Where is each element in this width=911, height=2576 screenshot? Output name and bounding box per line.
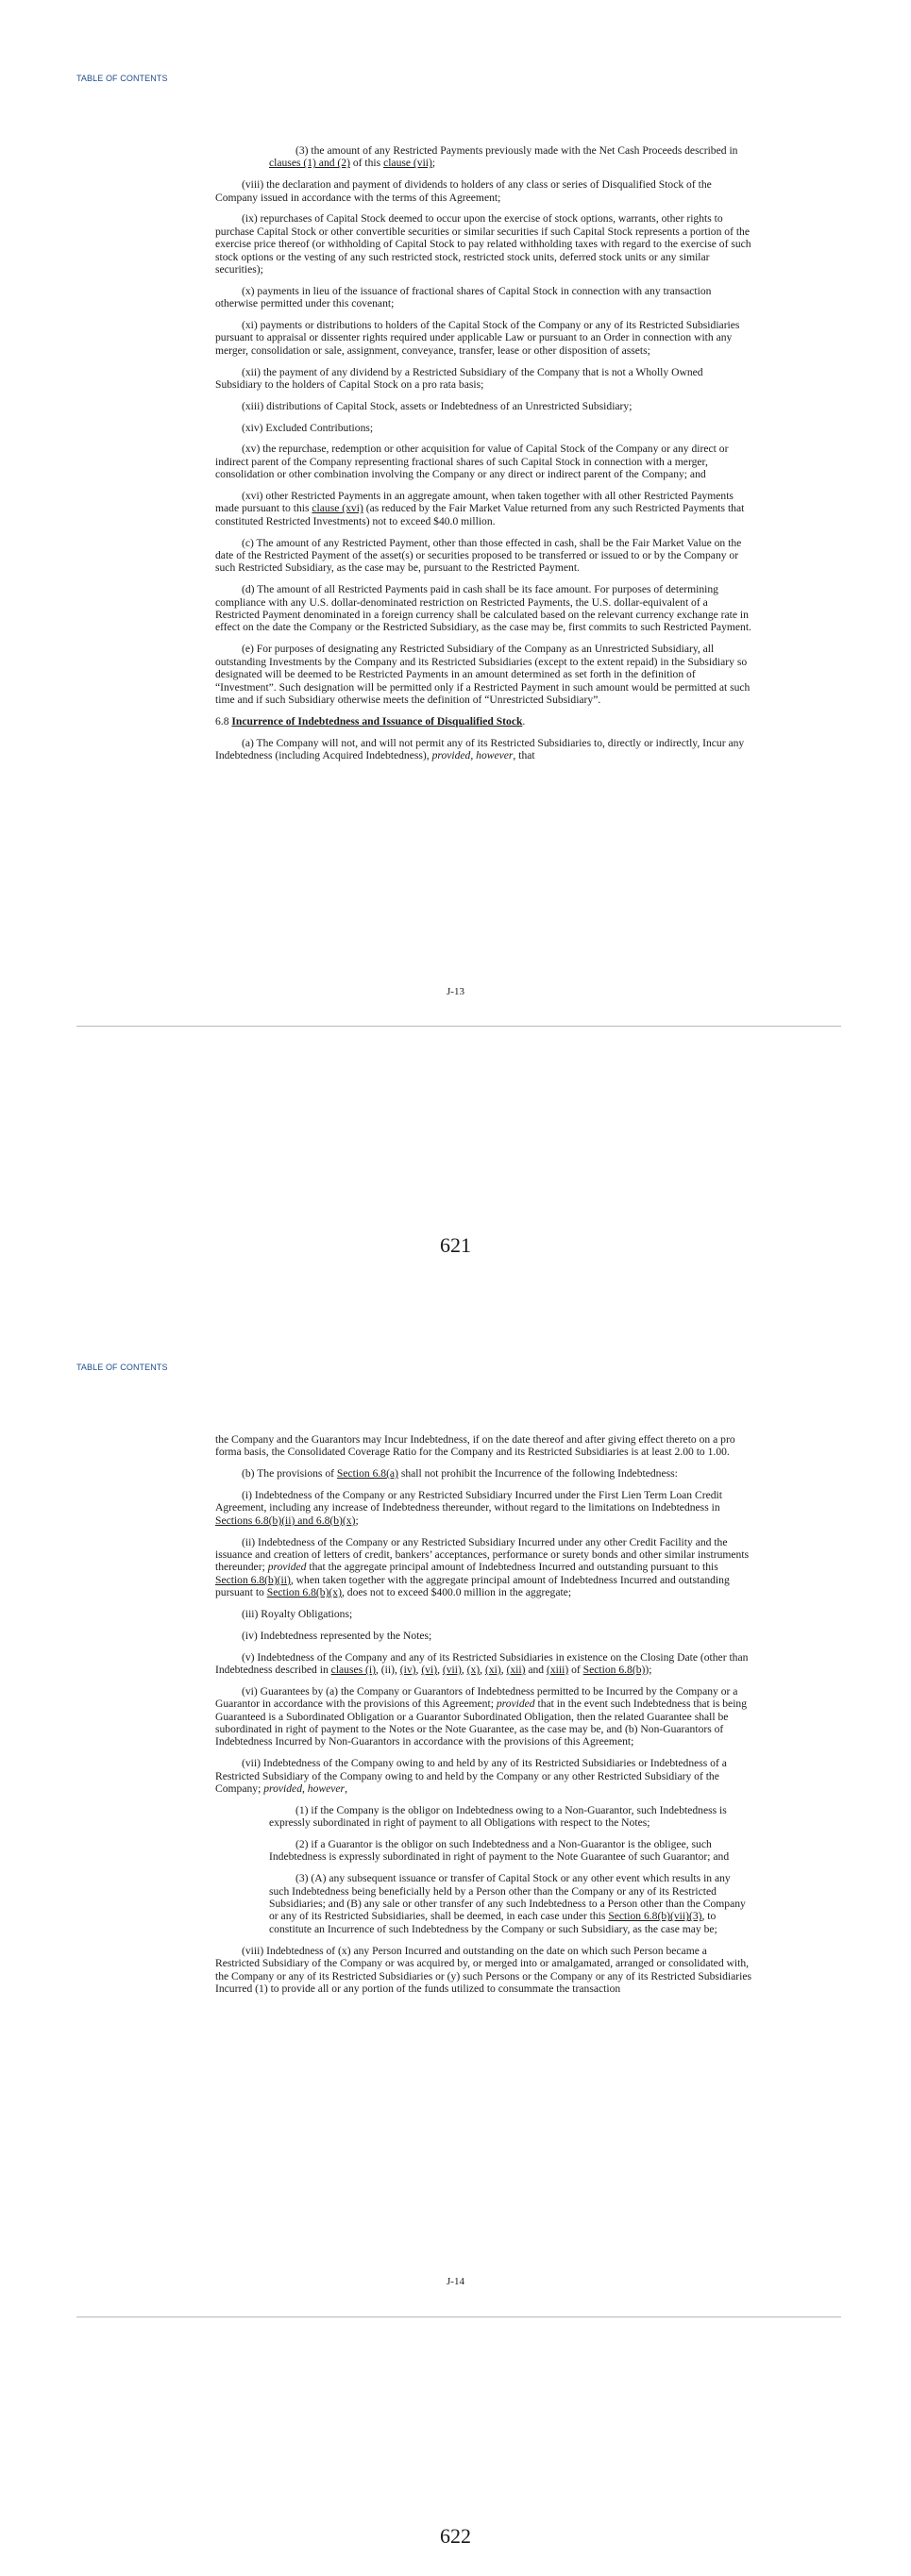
- text-run: (ii) Indebtedness of the Company or any Restricted Subsidiary Incurred under any other Credit Facility and the issuance and creation of letters of credit, bankers’ acceptances, performance or surety bonds and other similar instruments thereunder;: [215, 1535, 750, 1574]
- paragraph: [215, 1536, 751, 1599]
- paragraph: (xiv) Excluded Contributions;: [242, 421, 374, 434]
- cross-reference-link[interactable]: clause (xvi): [312, 502, 363, 515]
- text-run: provided: [496, 1698, 535, 1711]
- text-run: provided, however: [431, 748, 514, 761]
- section-heading: [215, 715, 751, 728]
- cross-reference-link[interactable]: clauses (i): [330, 1664, 376, 1677]
- paragraph: (viii) the declaration and payment of dividends to holders of any class or series of Disqualified Stock of the Company issued in accordance with the terms of this Agreement;: [215, 178, 712, 204]
- text-run: ,: [500, 1664, 507, 1677]
- paragraph: (xv) the repurchase, redemption or other acquisition for value of Capital Stock of the Company or any direct or indirect parent of the Company representing fractional shares of such Capital Stock in connection with a merger, consolidation or other combination involving the Company or any direct or indirect parent of the Company; and: [215, 443, 729, 481]
- pdf-page-number: 622: [440, 2524, 471, 2548]
- text-run: ;: [431, 157, 436, 170]
- text-run: .: [522, 714, 526, 728]
- text-run: (vii) Indebtedness of the Company owing to and held by any of its Restricted Subsidiaries or Indebtedness of a Restricted Subsidiary of the Company owing to and held by the Company or any other Restricted Subsidiary of the Company;: [215, 1757, 727, 1796]
- text-run: , to constitute an Incurrence of such Indebtedness by the Company or such Subsidiary, as the case may be;: [269, 1910, 717, 1935]
- paragraph: (2) if a Guarantor is the obligor on such Indebtedness and a Non-Guarantor is the obligee, such Indebtedness is expressly subordinated in right of payment to the Note Guarantee of such Guarantor; and: [269, 1838, 730, 1864]
- cross-reference-link[interactable]: (vii): [442, 1664, 462, 1677]
- text-run: , does not to exceed $400.0 million in the aggregate;: [341, 1586, 572, 1599]
- pdf-page-number: 621: [440, 1233, 471, 1257]
- cross-reference-link[interactable]: clause (vii): [383, 157, 432, 170]
- text-run: (v) Indebtedness of the Company and any of its Restricted Subsidiaries in existence on the Closing Date (other than Indebtedness described in: [215, 1650, 749, 1677]
- text-run: ,: [480, 1664, 485, 1677]
- text-run: , (ii),: [376, 1664, 400, 1677]
- paragraph: [215, 1757, 751, 1795]
- text-run: (3) the amount of any Restricted Payments previously made with the Net Cash Proceeds described in: [295, 144, 738, 157]
- cross-reference-link[interactable]: (xiii): [547, 1664, 569, 1677]
- paragraph: [215, 1489, 751, 1527]
- cross-reference-link[interactable]: Section 6.8(b)(ii): [215, 1573, 291, 1586]
- text-run: (xvi) other Restricted Payments in an aggregate amount, when taken together with all other Restricted Payments made pursuant to this: [215, 490, 734, 515]
- text-run: (a) The Company will not, and will not permit any of its Restricted Subsidiaries to, directly or indirectly, Incur any Indebtedness (including Acquired Indebtedness),: [215, 736, 745, 761]
- paragraph: the Company and the Guarantors may Incur Indebtedness, if on the date thereof and after giving effect thereto on a pro forma basis, the Consolidated Coverage Ratio for the Company and its Restricted Subsidiaries is at least 2.00 to 1.00.: [215, 1433, 735, 1459]
- paragraph: (c) The amount of any Restricted Payment, other than those effected in cash, shall be the Fair Market Value on the date of the Restricted Payment of the asset(s) or securities proposed to be transferred or issued to or by the Company or such Restricted Subsidiary, as the case may be, pursuant to the Restricted Payment.: [215, 536, 742, 575]
- text-run: (3) (A) any subsequent issuance or transfer of Capital Stock or any other event which results in any such Indebtedness being beneficially held by a Person other than the Company or any of its Restricted Subsidiaries; and (B) any sale or other transfer of any such Indebtedness to a Person other than the Company or any of its Restricted Subsidiaries, shall be deemed, in each case under this: [269, 1872, 746, 1923]
- text-run: of: [568, 1664, 583, 1677]
- text-run: ;: [355, 1514, 359, 1527]
- text-run: 6.8: [215, 714, 232, 728]
- paragraph: (d) The amount of all Restricted Payments paid in cash shall be its face amount. For purposes of determining compliance with any U.S. dollar-denominated restriction on Restricted Payments, the U.S. dollar-equivalent of a Restricted Payment denominated in a foreign currency shall be calculated based on the relevant currency exchange rate in effect on the date the Company or the Restricted Subsidiary, as the case may be, first commits to such Restricted Payment.: [215, 583, 751, 634]
- text-run: (i) Indebtedness of the Company or any Restricted Subsidiary Incurred under the First Lien Term Loan Credit Agreement, including any increase of Indebtedness thereunder, without regard to the limitations on Indebtedness in: [215, 1489, 722, 1514]
- paragraph: (xi) payments or distributions to holders of the Capital Stock of the Company or any of its Restricted Subsidiaries pursuant to appraisal or dissenter rights required under applicable Law or pursuant to an Order in connection with any merger, consolidation or sale, assignment, conveyance, transfer, lease or other disposition of assets;: [215, 319, 740, 357]
- paragraph: (iv) Indebtedness represented by the Notes;: [242, 1629, 432, 1642]
- page-body: [215, 1433, 751, 2004]
- text-run: that the aggregate principal amount of Indebtedness Incurred and outstanding pursuant to this: [306, 1561, 718, 1574]
- table-of-contents-link[interactable]: TABLE OF CONTENTS: [76, 1363, 168, 1372]
- paragraph: (iii) Royalty Obligations;: [242, 1608, 353, 1621]
- text-run: provided: [267, 1561, 307, 1574]
- cross-reference-link[interactable]: (vi): [421, 1664, 438, 1677]
- paragraph: (x) payments in lieu of the issuance of fractional shares of Capital Stock in connection with any transaction otherwise permitted under this covenant;: [215, 284, 712, 310]
- paragraph: [215, 737, 751, 762]
- cross-reference-link[interactable]: Section 6.8(b): [582, 1664, 646, 1677]
- text-run: (b) The provisions of: [242, 1467, 337, 1480]
- paragraph: (e) For purposes of designating any Restricted Subsidiary of the Company as an Unrestricted Subsidiary, all outstanding Investments by the Company and its Restricted Subsidiaries (except to the extent repaid) in the Subsidiary so designated will be deemed to be Restricted Payments in an amount determined as set forth in the definition of “Investment”. Such designation will be permitted only if a Restricted Payment in such amount would be permitted at such time and if such Subsidiary otherwise meets the definition of “Unrestricted Subsidiary”.: [215, 643, 751, 706]
- text-run: ,: [345, 1782, 347, 1796]
- paragraph: [215, 1467, 751, 1480]
- text-run: , that: [513, 748, 535, 761]
- cross-reference-link[interactable]: Section 6.8(b)(vii)(3): [608, 1910, 702, 1923]
- cross-reference-link[interactable]: Section 6.8(a): [336, 1467, 398, 1480]
- page-body: [215, 144, 751, 771]
- table-of-contents-link[interactable]: TABLE OF CONTENTS: [76, 74, 168, 83]
- text-run: provided, however: [263, 1782, 346, 1796]
- text-run: );: [645, 1664, 652, 1677]
- page-number: J-13: [447, 986, 464, 997]
- cross-reference-link[interactable]: (iv): [399, 1664, 416, 1677]
- paragraph: (ix) repurchases of Capital Stock deemed to occur upon the exercise of stock options, warrants, other rights to purchase Capital Stock or other convertible securities or similar securities if such Capital Stock represents a portion of the exercise price thereof (or withholding of Capital Stock to pay related withholding taxes with regard to the exercise of such stock options or the vesting of any such restricted stock, restricted stock units, deferred stock units or any similar securities);: [215, 212, 751, 276]
- text-run: and: [525, 1664, 548, 1677]
- text-run: , when taken together with the aggregate principal amount of Indebtedness Incurred and outstanding pursuant to: [215, 1573, 730, 1599]
- paragraph: [215, 1685, 751, 1748]
- text-run: ,: [437, 1664, 443, 1677]
- cross-reference-link[interactable]: (x): [466, 1664, 481, 1677]
- cross-reference-link[interactable]: (xii): [506, 1664, 526, 1677]
- text-run: that in the event such Indebtedness that is being Guaranteed is a Subordinated Obligation or a Guarantor Subordinated Obligation, then the related Guarantee shall be subordinated in right of payment to the Notes or the Note Guarantee, as the case may be, and (b) Non-Guarantors of Indebtedness Incurred by Non-Guarantors in accordance with the provisions of this Agreement;: [215, 1698, 748, 1748]
- text-run: ,: [415, 1664, 422, 1677]
- paragraph: (xii) the payment of any dividend by a Restricted Subsidiary of the Company that is not a Wholly Owned Subsidiary to the holders of Capital Stock on a pro rata basis;: [215, 365, 703, 392]
- page-divider: [76, 1026, 841, 1027]
- cross-reference-link[interactable]: Sections 6.8(b)(ii) and 6.8(b)(x): [215, 1514, 356, 1527]
- paragraph: [215, 1872, 751, 1935]
- cross-reference-link[interactable]: Incurrence of Indebtedness and Issuance of Disqualified Stock: [231, 714, 523, 728]
- paragraph: [215, 490, 751, 527]
- text-run: (as reduced by the Fair Market Value returned from any such Restricted Payments that constituted Restricted Investments) not to exceed $40.0 million.: [215, 502, 745, 527]
- cross-reference-link[interactable]: clauses (1) and (2): [269, 157, 350, 170]
- page-number: J-14: [447, 2276, 464, 2287]
- text-run: ,: [461, 1664, 467, 1677]
- paragraph: (1) if the Company is the obligor on Indebtedness owing to a Non-Guarantor, such Indebtedness is expressly subordinated in right of payment to all Obligations with respect to the Notes;: [269, 1803, 727, 1830]
- text-run: shall not prohibit the Incurrence of the following Indebtedness:: [397, 1467, 678, 1480]
- paragraph: [215, 1651, 751, 1677]
- paragraph: (viii) Indebtedness of (x) any Person Incurred and outstanding on the date on which such Person became a Restricted Subsidiary of the Company or was acquired by, or merged into or amalgamated, arranged or consolidated with, the Company or any of its Restricted Subsidiaries or (y) such Persons or the Company or any of its Restricted Subsidiaries Incurred (1) to provide all or any portion of the funds utilized to consummate the transaction: [215, 1944, 752, 1995]
- paragraph: [215, 144, 751, 170]
- cross-reference-link[interactable]: (xi): [484, 1664, 501, 1677]
- cross-reference-link[interactable]: Section 6.8(b)(x): [266, 1586, 342, 1599]
- text-run: of this: [349, 157, 384, 170]
- text-run: (vi) Guarantees by (a) the Company or Guarantors of Indebtedness permitted to be Incurred by the Company or a Guarantor in accordance with the provisions of this Agreement;: [215, 1684, 738, 1711]
- paragraph: (xiii) distributions of Capital Stock, assets or Indebtedness of an Unrestricted Subsidiary;: [242, 399, 633, 412]
